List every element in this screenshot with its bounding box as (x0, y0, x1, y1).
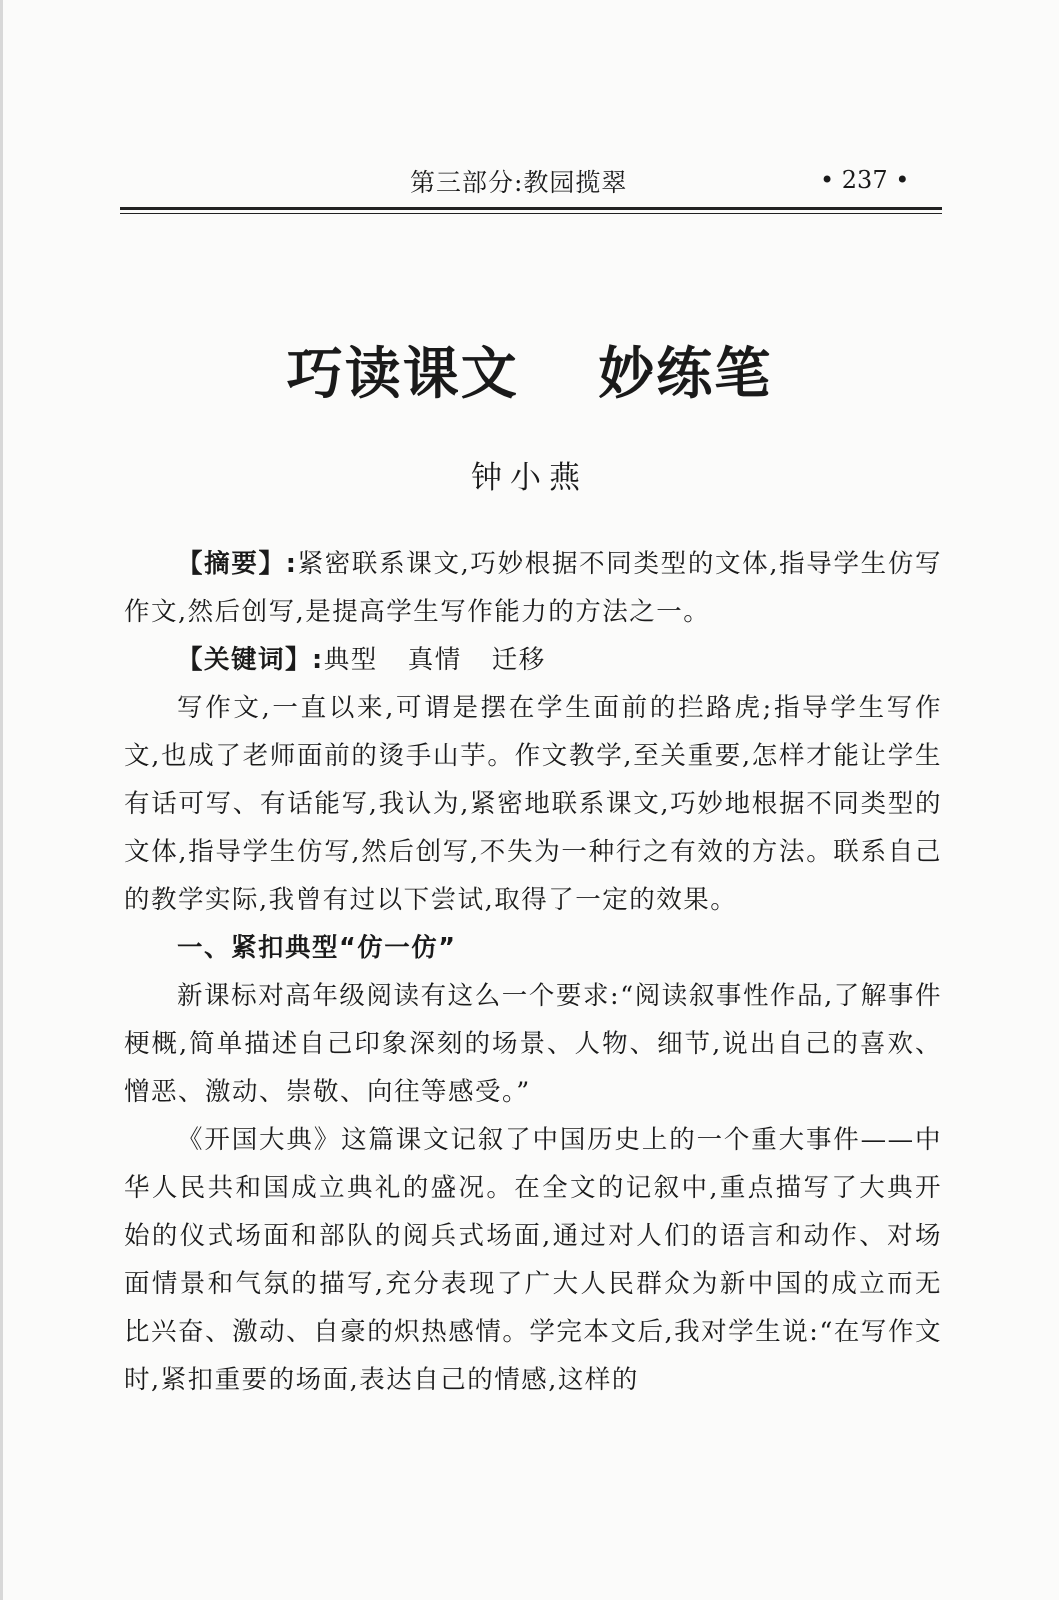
body-paragraph: 写作文,一直以来,可谓是摆在学生面前的拦路虎;指导学生写作文,也成了老师面前的烫手山芋。作文教学,至关重要,怎样才能让学生有话可写、有话能写,我认为,紧密地联系课文,巧妙地根据不同类型的文体,指导学生仿写,然后创写,不失为一种行之有效的方法。联系自己的教学实际,我曾有过以下尝试,取得了一定的效果。 (124, 693, 942, 915)
article-title: 巧读课文 妙练笔 (286, 341, 773, 407)
page-edge (0, 0, 3, 1600)
header-rule-thick (120, 207, 942, 210)
section-heading: 一、紧扣典型“仿一仿” (177, 933, 457, 963)
page-number: • 237 • (820, 166, 910, 194)
keyword: 真情 (407, 645, 462, 675)
keywords-label: 【关键词】: (177, 645, 324, 675)
keyword: 迁移 (491, 645, 546, 675)
article-body (124, 540, 942, 1404)
header-rule-thin (120, 213, 942, 214)
abstract-label: 【摘要】: (177, 549, 298, 579)
body-paragraph: 《开国大典》这篇课文记叙了中国历史上的一个重大事件——中华人民共和国成立典礼的盛况。在全文的记叙中,重点描写了大典开始的仪式场面和部队的阅兵式场面,通过对人们的语言和动作、对场面情景和气氛的描写,充分表现了广大人民群众为新中国的成立而无比兴奋、激动、自豪的炽热感情。学完本文后,我对学生说:“在写作文时,紧扣重要的场面,表达自己的情感,这样的 (124, 1125, 942, 1395)
running-header-title: 第三部分:教园揽翠 (410, 168, 628, 197)
body-paragraph: 新课标对高年级阅读有这么一个要求:“阅读叙事性作品,了解事件梗概,简单描述自己印象深刻的场景、人物、细节,说出自己的喜欢、憎恶、激动、崇敬、向往等感受。” (124, 981, 942, 1107)
author-name: 钟小燕 (471, 460, 588, 496)
keywords-paragraph (124, 636, 942, 684)
abstract-paragraph (124, 540, 942, 636)
keyword: 典型 (323, 645, 378, 675)
abstract-text: 紧密联系课文,巧妙根据不同类型的文体,指导学生仿写作文,然后创写,是提高学生写作能力的方法之一。 (124, 549, 942, 627)
